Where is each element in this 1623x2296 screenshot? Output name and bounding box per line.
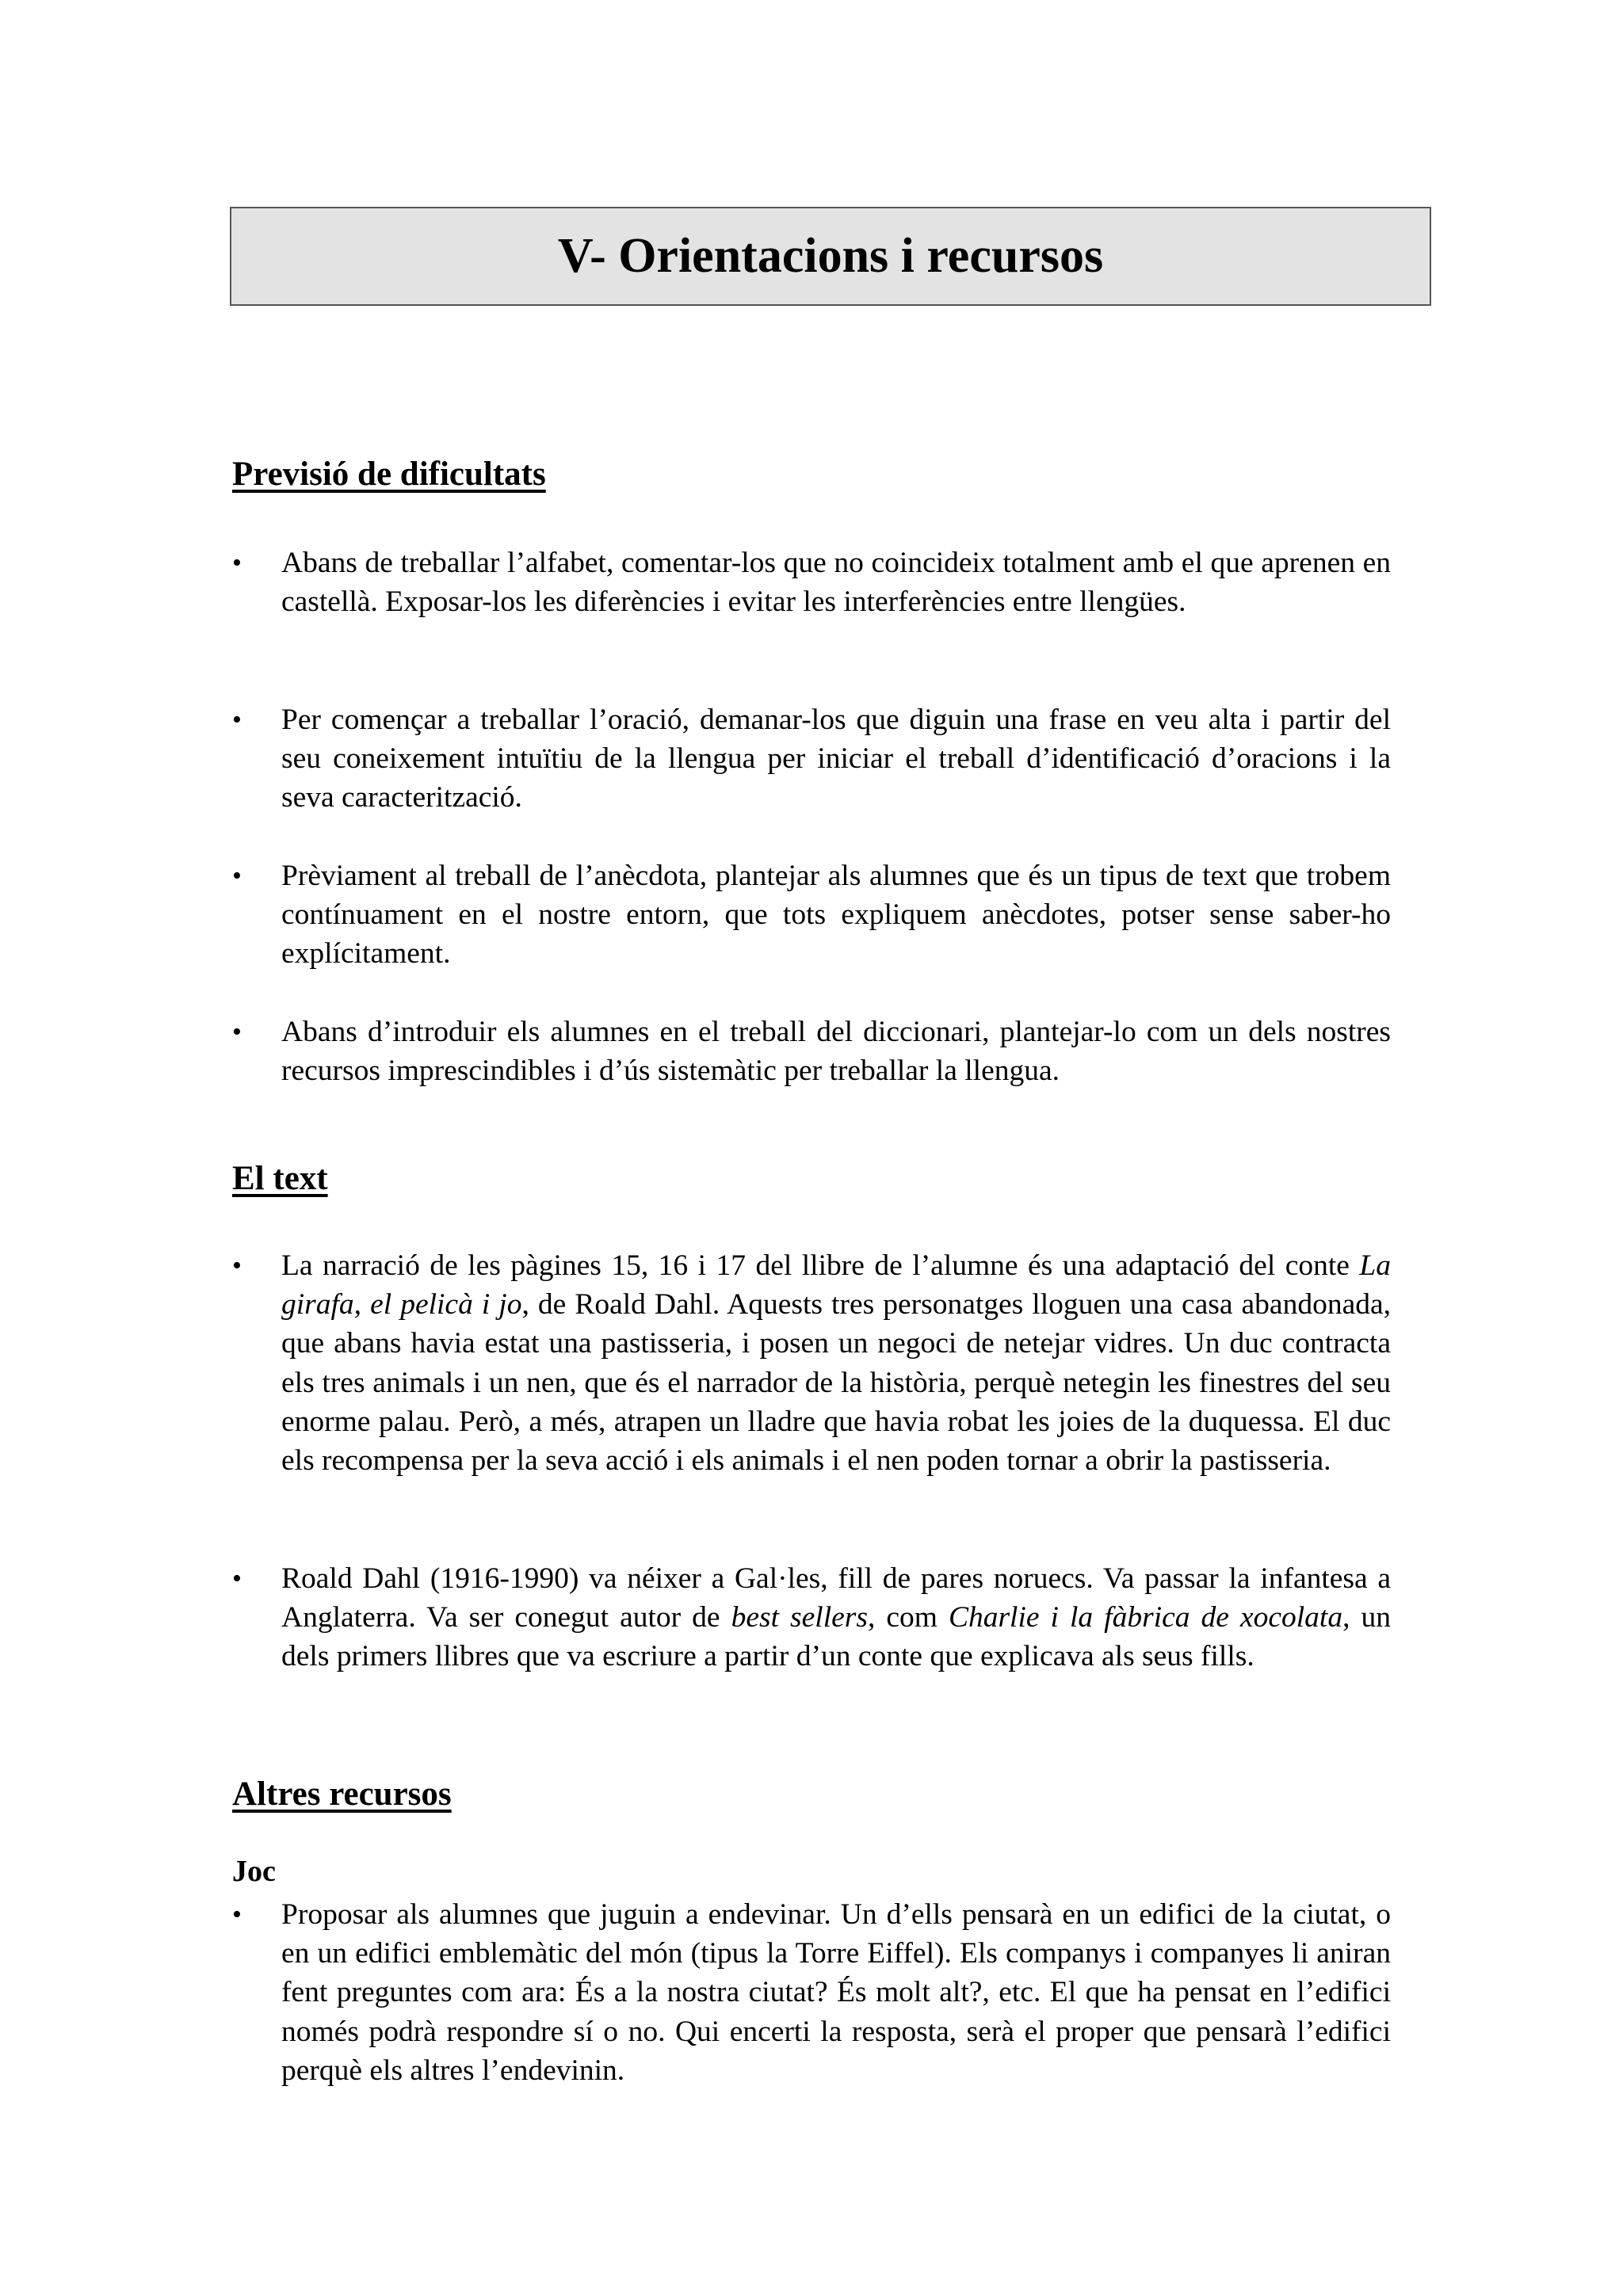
chapter-title: V- Orientacions i recursos (557, 229, 1104, 283)
text-run: , de Roald Dahl. Aquests tres personatges lloguen una casa abandonada, que abans havia estat una pastisseria, i posen un negoci de netejar vidres. Un duc contracta els tres animals i un nen, que és el narrador de la història, perquè netegin les finestres del seu enorme palau. Però, a més, atrapen un lladre que havia robat les joies de la duquessa. El duc els recompensa per la seva acció i els animals i el nen poden tornar a obrir la pastisseria. (281, 1288, 1391, 1478)
bullet-icon: • (232, 1900, 242, 1929)
section-heading-el-text: El text (232, 1160, 328, 1197)
list-item-text: Abans de treballar l’alfabet, comentar-los que no coincideix totalment amb el que aprenen en castellà. Exposar-los les diferències i evitar les interferències entre llengües. (281, 547, 1391, 619)
bullet-icon: • (232, 705, 242, 734)
italic-term: best sellers (731, 1601, 868, 1634)
chapter-title-box (230, 207, 1431, 306)
list-item (232, 1895, 1391, 2090)
list-item-text: Prèviament al treball de l’anècdota, plantejar als alumnes que és un tipus de text que trobem contínuament en el nostre entorn, que tots expliquem anècdotes, potser sense saber-ho explícitament. (281, 860, 1391, 971)
book-title: La girafa, el pelicà i jo (281, 1249, 1391, 1322)
text-run: , com (867, 1601, 949, 1634)
bullet-icon: • (232, 548, 242, 578)
list-item-text: Proposar als alumnes que juguin a endevinar. Un d’ells pensarà en un edifici de la ciutat, o en un edifici emblemàtic del món (tipus la Torre Eiffel). Els companys i companyes li aniran fent preguntes com ara: És a la nostra ciutat? És molt alt?, etc. El que ha pensat en l’edifici només podrà respondre sí o no. Qui encerti la resposta, serà el proper que pensarà l’edifici perquè els altres l’endevinin. (281, 1898, 1391, 2087)
bullet-icon: • (232, 1564, 242, 1593)
list-item (232, 856, 1391, 974)
text-run: , un dels primers llibres que va escriure a partir d’un conte que explicava als seus fills. (281, 1601, 1391, 1673)
bullet-icon: • (232, 1251, 242, 1280)
list-item-text (281, 1246, 1391, 1480)
list-item (232, 1246, 1391, 1480)
bullet-icon: • (232, 861, 242, 891)
bullet-icon: • (232, 1017, 242, 1047)
section-heading-altres-recursos: Altres recursos (232, 1775, 452, 1813)
list-item-text (281, 1559, 1391, 1676)
list-item (232, 1013, 1391, 1090)
list-item (232, 1559, 1391, 1676)
subheading-joc: Joc (232, 1855, 276, 1888)
text-run: La narració de les pàgines 15, 16 i 17 del llibre de l’alumne és una adaptació del conte (281, 1249, 1360, 1282)
list-item (232, 543, 1391, 621)
list-item (232, 700, 1391, 818)
text-run: Roald Dahl (1916-1990) va néixer a Gal·les, fill de pares noruecs. Va passar la infantesa a Anglaterra. Va ser conegut autor de (281, 1562, 1391, 1634)
list-item-text: Abans d’introduir els alumnes en el treball del diccionari, plantejar-lo com un dels nostres recursos imprescindibles i d’ús sistemàtic per treballar la llengua. (281, 1016, 1391, 1088)
book-title: Charlie i la fàbrica de xocolata (948, 1601, 1343, 1634)
list-item-text: Per començar a treballar l’oració, demanar-los que diguin una frase en veu alta i partir del seu coneixement intuïtiu de la llengua per iniciar el treball d’identificació d’oracions i la seva caracterització. (281, 704, 1391, 814)
section-heading-previsio: Previsió de dificultats (232, 456, 546, 493)
